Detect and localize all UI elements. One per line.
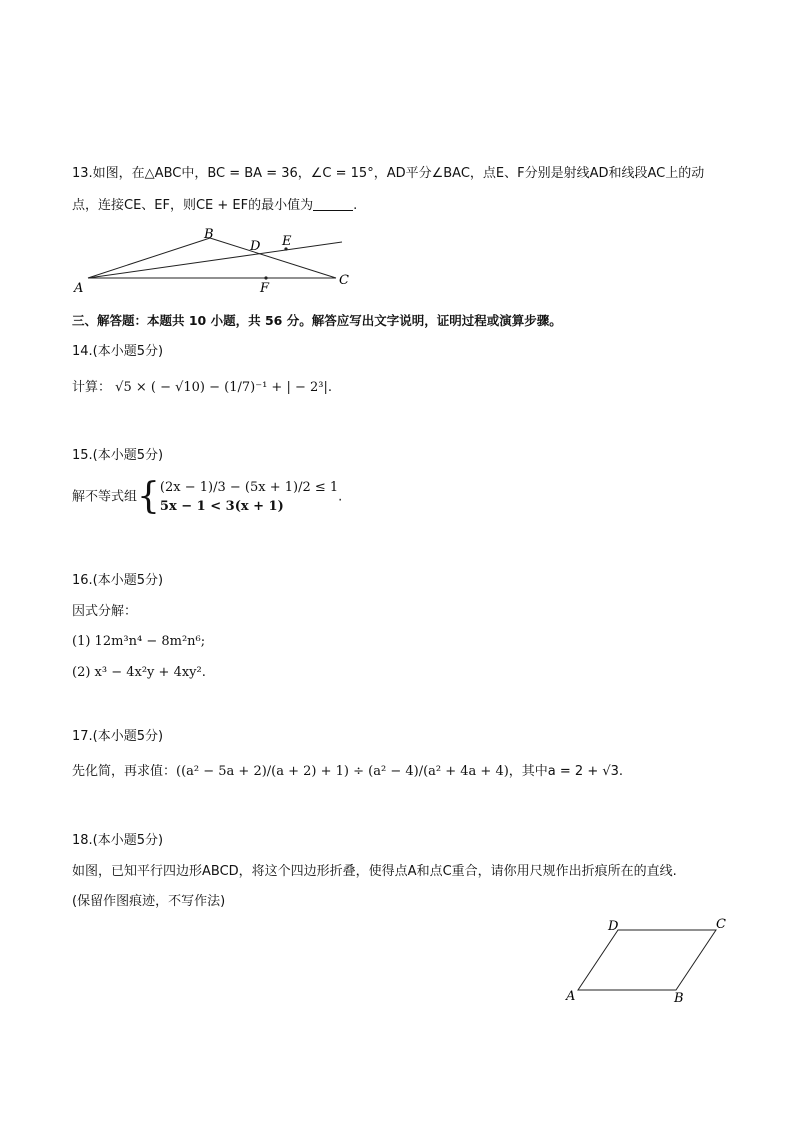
q17-header: 17.(本小题5分) [72, 729, 164, 744]
q13-line2: 点，连接CE、EF，则CE + EF的最小值为 . [72, 198, 358, 213]
left-brace: { [137, 476, 160, 517]
q14-expression: √5 × ( − √10) − (1/7)⁻¹ + | − 2³|. [115, 380, 332, 395]
label-d: D [608, 919, 619, 934]
label-c: C [339, 273, 349, 288]
q16-header: 16.(本小题5分) [72, 573, 164, 588]
label-b: B [204, 227, 214, 242]
inequality-1: (2x − 1)/3 − (5x + 1)/2 ≤ 1 [159, 480, 339, 495]
q14-body: 计算： √5 × ( − √10) − (1/7)⁻¹ + | − 2³|. [72, 380, 332, 395]
q14-header: 14.(本小题5分) [72, 344, 164, 359]
q13-text-line1: 13.如图，在△ABC中，BC = BA = 36，∠C = 15°，AD平分∠BAC，点E、F分别是射线AD和线段AC上的动 [72, 166, 705, 181]
q17-expression: ((a² − 5a + 2)/(a + 2) + 1) ÷ (a² − 4)/(a² + 4a + 4) [176, 764, 509, 779]
q18-header: 18.(本小题5分) [72, 833, 164, 848]
section-3-heading: 三、解答题：本题共 10 小题，共 56 分。解答应写出文字说明，证明过程或演算步骤。 [72, 313, 562, 328]
label-d: D [250, 239, 261, 254]
triangle-figure [70, 226, 360, 296]
inequality-system [160, 478, 338, 516]
q16-intro: 因式分解： [72, 604, 138, 619]
label-b: B [674, 991, 684, 1006]
q16-item-1: (1) 12m³n⁴ − 8m²n⁶; [72, 634, 206, 649]
label-c: C [716, 917, 726, 932]
segment-ab [88, 238, 210, 278]
q16-item-2: (2) x³ − 4x²y + 4xy². [72, 665, 206, 680]
q15-body: 解不等式组{ (2x − 1)/3 − (5x + 1)/2 ≤ 1 5x − 1 < 3(x + 1) . [72, 476, 343, 517]
q17-body: 先化简，再求值：((a² − 5a + 2)/(a + 2) + 1) ÷ (a² − 4)/(a² + 4a + 4)，其中a = 2 + √3. [72, 764, 624, 779]
point-f [264, 276, 267, 279]
label-e: E [282, 234, 292, 249]
label-a: A [74, 281, 84, 296]
inequality-2: 5x − 1 < 3(x + 1) [159, 499, 284, 514]
q18-line1: 如图，已知平行四边形ABCD，将这个四边形折叠，使得点A和点C重合，请你用尺规作出折痕所在的直线. [72, 864, 677, 879]
q17-condition: ，其中a = 2 + √3. [508, 764, 624, 779]
ray-ad [88, 242, 342, 278]
label-f: F [260, 281, 270, 296]
parallelogram-figure [560, 912, 735, 1007]
parallelogram-abcd [578, 930, 716, 990]
q13-line1 [72, 164, 704, 184]
q13-text-line2: 点，连接CE、EF，则CE + EF的最小值为 [72, 198, 314, 213]
answer-blank [313, 198, 353, 211]
q18-line2: (保留作图痕迹，不写作法) [72, 894, 226, 909]
q15-header: 15.(本小题5分) [72, 448, 164, 463]
label-a: A [566, 989, 576, 1004]
